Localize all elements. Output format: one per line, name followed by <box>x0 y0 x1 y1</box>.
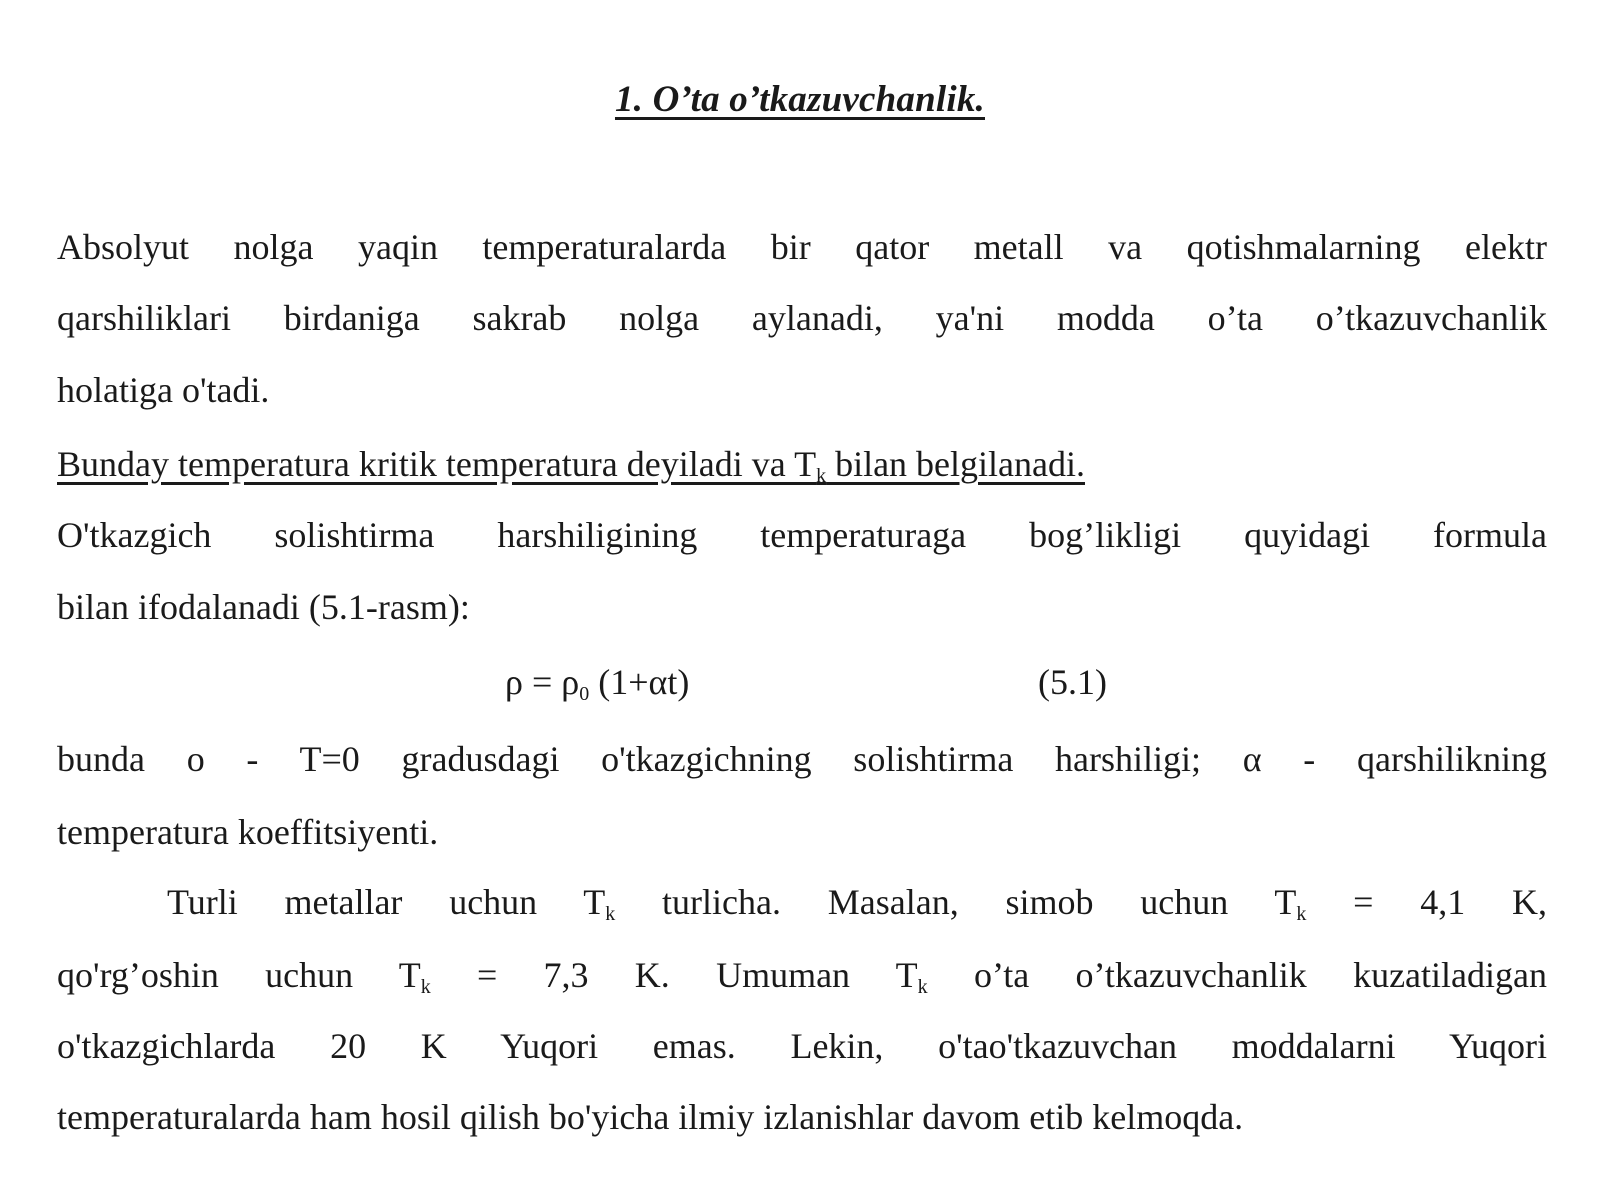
formula-rhs: (1+αt) <box>589 662 690 702</box>
formula-row <box>0 660 1600 710</box>
p4-l2-text-a: qo'rg’oshin uchun T <box>57 955 421 995</box>
formula <box>505 660 689 704</box>
paragraph-4-line-1 <box>167 880 1547 924</box>
formula-subscript: 0 <box>579 683 590 705</box>
definition-text-start: Bunday temperatura kritik temperatura deyiladi va T <box>57 444 817 484</box>
paragraph-3-line-2: temperatura koeffitsiyenti. <box>57 812 439 852</box>
p4-l2-text-b: = 7,3 K. Umuman T <box>430 955 918 995</box>
p4-l1-text-c: = 4,1 K, <box>1306 882 1547 922</box>
formula-number: (5.1) <box>1038 662 1107 702</box>
section-title: 1. O’ta o’tkazuvchanlik. <box>614 79 985 120</box>
paragraph-1-line-3: holatiga o'tadi. <box>57 370 270 410</box>
definition-line <box>57 442 1085 486</box>
p4-l2-subscript-1: k <box>420 976 431 998</box>
definition-subscript: k <box>816 465 827 487</box>
paragraph-1-line-2: qarshiliklari birdaniga sakrab nolga aylanadi, ya'ni modda o’ta o’tkazuvchanlik <box>57 298 1547 338</box>
paragraph-2-line-2: bilan ifodalanadi (5.1-rasm): <box>57 587 470 627</box>
paragraph-4-line-3: o'tkazgichlarda 20 K Yuqori emas. Lekin, o'tao'tkazuvchan moddalarni Yuqori <box>57 1026 1547 1066</box>
paragraph-3-line-1: bunda o - T=0 gradusdagi o'tkazgichning solishtirma harshiligi; α - qarshilikning <box>57 739 1547 779</box>
p4-l2-subscript-2: k <box>917 976 928 998</box>
p4-l1-text-b: turlicha. Masalan, simob uchun T <box>615 882 1297 922</box>
formula-lhs: ρ = ρ <box>505 662 580 702</box>
p4-l1-text-a: Turli metallar uchun T <box>167 882 606 922</box>
p4-l1-subscript-1: k <box>605 903 616 925</box>
p4-l1-subscript-2: k <box>1296 903 1307 925</box>
paragraph-4-line-2 <box>57 953 1547 997</box>
paragraph-1-line-1: Absolyut nolga yaqin temperaturalarda bir qator metall va qotishmalarning elektr <box>57 227 1547 267</box>
paragraph-2-line-1: O'tkazgich solishtirma harshiligining temperaturaga bog’likligi quyidagi formula <box>57 515 1547 555</box>
definition-text-end: bilan belgilanadi. <box>826 444 1085 484</box>
p4-l2-text-c: o’ta o’tkazuvchanlik kuzatiladigan <box>927 955 1547 995</box>
paragraph-4-line-4: temperaturalarda ham hosil qilish bo'yicha ilmiy izlanishlar davom etib kelmoqda. <box>57 1097 1244 1137</box>
